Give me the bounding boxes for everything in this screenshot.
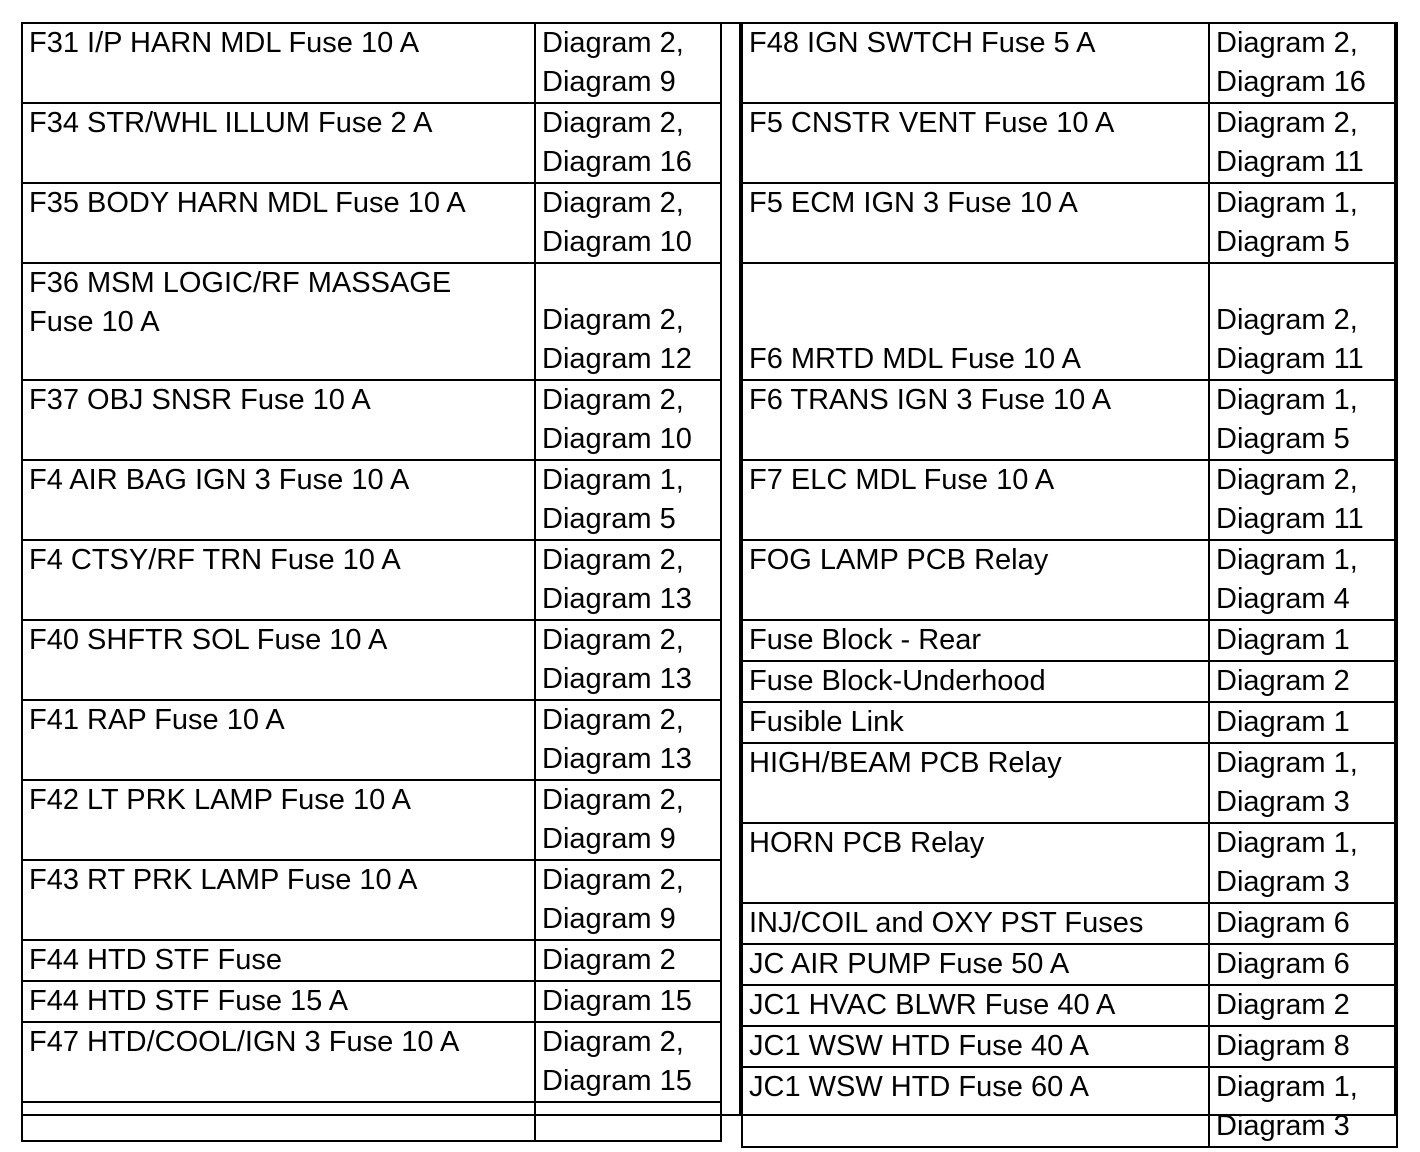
diagram-reference: Diagram 2, Diagram 9: [535, 780, 721, 860]
component-name: F40 SHFTR SOL Fuse 10 A: [22, 620, 535, 700]
component-name: F4 AIR BAG IGN 3 Fuse 10 A: [22, 460, 535, 540]
component-name: F37 OBJ SNSR Fuse 10 A: [22, 380, 535, 460]
component-name: F42 LT PRK LAMP Fuse 10 A: [22, 780, 535, 860]
component-name: F31 I/P HARN MDL Fuse 10 A: [22, 23, 535, 103]
diagram-reference: Diagram 2, Diagram 9: [535, 23, 721, 103]
component-name: JC1 HVAC BLWR Fuse 40 A: [742, 985, 1209, 1026]
component-name: INJ/COIL and OXY PST Fuses: [742, 903, 1209, 944]
component-name: F6 TRANS IGN 3 Fuse 10 A: [742, 380, 1209, 460]
component-name: F44 HTD STF Fuse: [22, 940, 535, 981]
component-name: F43 RT PRK LAMP Fuse 10 A: [22, 860, 535, 940]
diagram-reference: Diagram 2: [1209, 661, 1397, 702]
diagram-reference: Diagram 2, Diagram 9: [535, 860, 721, 940]
diagram-reference: Diagram 2: [535, 940, 721, 981]
component-name: Fuse Block-Underhood: [742, 661, 1209, 702]
diagram-reference: Diagram 2: [1209, 985, 1397, 1026]
component-name: JC AIR PUMP Fuse 50 A: [742, 944, 1209, 985]
diagram-reference: Diagram 2, Diagram 12: [535, 263, 721, 380]
component-name: Fuse Block - Rear: [742, 620, 1209, 661]
diagram-reference: Diagram 2, Diagram 16: [1209, 23, 1397, 103]
component-name: HORN PCB Relay: [742, 823, 1209, 903]
diagram-reference: Diagram 2, Diagram 11: [1209, 460, 1397, 540]
diagram-reference: Diagram 1: [1209, 620, 1397, 661]
diagram-reference: Diagram 1, Diagram 3: [1209, 823, 1397, 903]
diagram-reference: Diagram 1: [1209, 702, 1397, 743]
component-name: F41 RAP Fuse 10 A: [22, 700, 535, 780]
component-name: HIGH/BEAM PCB Relay: [742, 743, 1209, 823]
diagram-reference: Diagram 1, Diagram 3: [1209, 743, 1397, 823]
component-name: F36 MSM LOGIC/RF MASSAGE Fuse 10 A: [22, 263, 535, 380]
component-name: F44 HTD STF Fuse 15 A: [22, 981, 535, 1022]
component-name: JC1 WSW HTD Fuse 40 A: [742, 1026, 1209, 1067]
diagram-reference: Diagram 1, Diagram 5: [535, 460, 721, 540]
component-name: F48 IGN SWTCH Fuse 5 A: [742, 23, 1209, 103]
component-name: F47 HTD/COOL/IGN 3 Fuse 10 A: [22, 1022, 535, 1102]
diagram-reference: Diagram 1, Diagram 5: [1209, 183, 1397, 263]
diagram-reference: Diagram 2, Diagram 13: [535, 620, 721, 700]
diagram-reference: Diagram 8: [1209, 1026, 1397, 1067]
component-name: F5 ECM IGN 3 Fuse 10 A: [742, 183, 1209, 263]
diagram-reference: Diagram 2, Diagram 10: [535, 380, 721, 460]
component-name: F5 CNSTR VENT Fuse 10 A: [742, 103, 1209, 183]
diagram-reference: Diagram 6: [1209, 903, 1397, 944]
diagram-reference: Diagram 2, Diagram 11: [1209, 263, 1397, 380]
component-name: Fusible Link: [742, 702, 1209, 743]
component-name: F35 BODY HARN MDL Fuse 10 A: [22, 183, 535, 263]
diagram-reference: Diagram 1, Diagram 5: [1209, 380, 1397, 460]
diagram-reference: Diagram 2, Diagram 13: [535, 540, 721, 620]
component-name: JC1 WSW HTD Fuse 60 A: [742, 1067, 1209, 1147]
component-name: F7 ELC MDL Fuse 10 A: [742, 460, 1209, 540]
component-name: F34 STR/WHL ILLUM Fuse 2 A: [22, 103, 535, 183]
component-name: FOG LAMP PCB Relay: [742, 540, 1209, 620]
diagram-reference: Diagram 1, Diagram 3: [1209, 1067, 1397, 1147]
diagram-reference: Diagram 2, Diagram 13: [535, 700, 721, 780]
diagram-reference: Diagram 6: [1209, 944, 1397, 985]
diagram-reference: Diagram 15: [535, 981, 721, 1022]
diagram-reference: Diagram 2, Diagram 11: [1209, 103, 1397, 183]
diagram-reference: Diagram 2, Diagram 15: [535, 1022, 721, 1102]
table-outer-border: [21, 22, 1396, 1116]
component-name: F4 CTSY/RF TRN Fuse 10 A: [22, 540, 535, 620]
diagram-reference: Diagram 2, Diagram 16: [535, 103, 721, 183]
diagram-reference: Diagram 2, Diagram 10: [535, 183, 721, 263]
diagram-reference: Diagram 1, Diagram 4: [1209, 540, 1397, 620]
component-name: F6 MRTD MDL Fuse 10 A: [742, 263, 1209, 380]
